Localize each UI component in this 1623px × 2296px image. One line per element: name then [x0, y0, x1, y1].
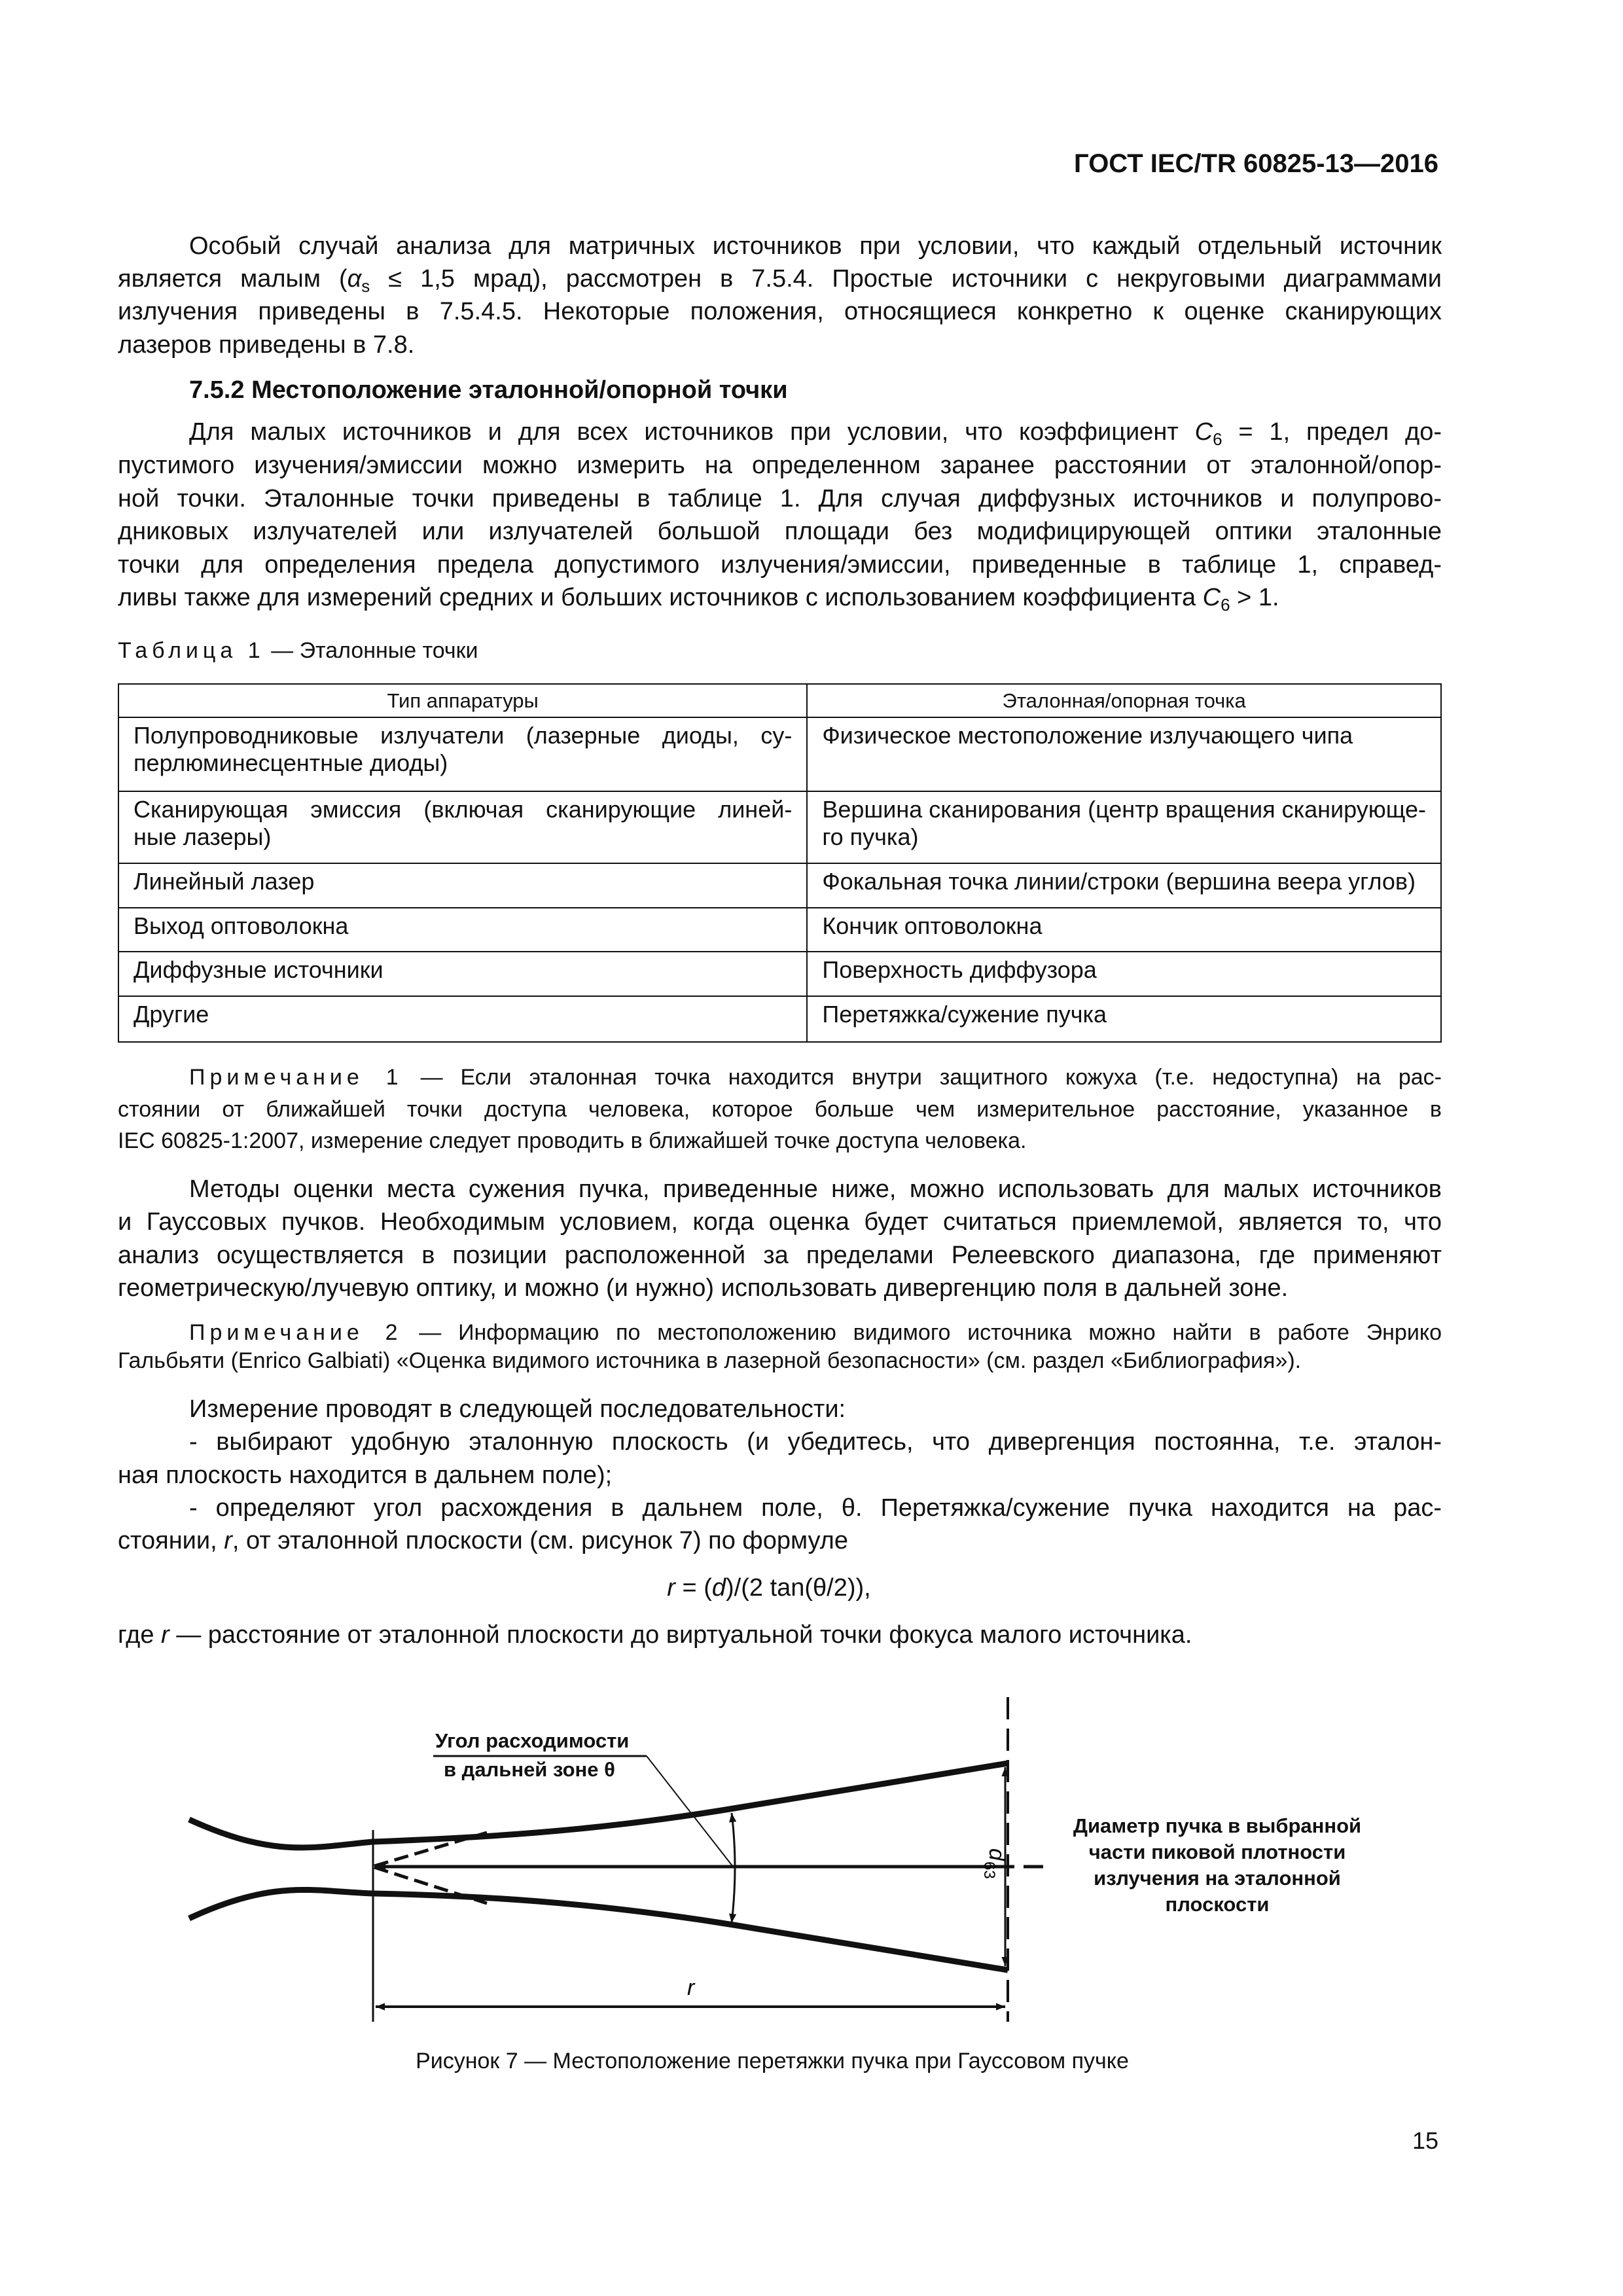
column-header: Тип аппаратуры — [118, 684, 807, 717]
label-line: части пиковой плотности — [1088, 1840, 1346, 1863]
note-2-line: Гальбьяти (Enrico Galbiati) «Оценка видимого источника в лазерной безопасности» (см. раздел «Библиография»). — [118, 1348, 1302, 1373]
table-caption-label: Таблица 1 — [118, 638, 265, 663]
paragraph-1-line: лазеров приведены в 7.8. — [118, 331, 415, 359]
label-line: Диаметр пучка в выбранной — [1073, 1814, 1362, 1837]
paragraph-1-line: излучения приведены в 7.5.4.5. Некоторые положения, относящиеся конкретно к оценке сканирующих — [118, 298, 1442, 325]
table-cell: Выход оптоволокна — [118, 908, 807, 952]
text-fragment: стоянии, — [118, 1527, 224, 1554]
note-1-line: IEC 60825-1:2007, измерение следует проводить в ближайшей точке доступа человека. — [118, 1128, 1027, 1153]
coefficient-symbol: C — [1194, 418, 1213, 446]
text-fragment: > 1. — [1230, 584, 1279, 611]
beam-diameter-label — [1060, 1813, 1374, 1918]
distance-label: r — [687, 1975, 695, 2000]
procedure-step-line: ная плоскость находится в дальнем поле); — [118, 1462, 613, 1489]
table-cell: Диффузные источники — [118, 952, 807, 996]
text-fragment: Для малых источников и для всех источников при условии, что коэффициент — [189, 418, 1195, 446]
paragraph-3-line: анализ осуществляется в позиции расположенной за пределами Релеевского диапазона, где применяют — [118, 1242, 1442, 1269]
table-cell: Другие — [118, 996, 807, 1042]
subscript: 6 — [1213, 429, 1222, 449]
subscript: 6 — [1221, 595, 1230, 615]
column-header: Эталонная/опорная точка — [807, 684, 1441, 717]
cell-line: ные лазеры) — [134, 823, 272, 850]
paragraph-3-line: и Гауссовых пучков. Необходимым условием, когда оценка будет считаться приемлемой, является то, что — [118, 1208, 1442, 1236]
cell-line: Физическое местоположение излучающего чипа — [822, 722, 1353, 749]
note-1-line: стоянии от ближайшей точки доступа человека, которое больше чем измерительное расстояние, указанное в — [118, 1097, 1442, 1122]
cell-line: перлюминесцентные диоды) — [134, 749, 448, 776]
document-header: ГОСТ IEC/TR 60825-13—2016 — [1074, 149, 1438, 178]
figure-caption: Рисунок 7 — Местоположение перетяжки пучка при Гауссовом пучке — [416, 2049, 1129, 2073]
label-line: плоскости — [1165, 1893, 1270, 1916]
table-caption-text: — Эталонные точки — [264, 638, 478, 663]
procedure-step-line: - выбирают удобную эталонную плоскость (и убедитесь, что дивергенция постоянна, т.е. эталон- — [189, 1428, 1442, 1456]
angle-label: в дальней зоне θ — [444, 1758, 615, 1781]
paragraph-3-line: Методы оценки места сужения пучка, приведенные ниже, можно использовать для малых источников — [189, 1175, 1442, 1203]
table-cell: Поверхность диффузора — [807, 952, 1441, 996]
text-fragment: — Информацию по местоположению видимого источника можно найти в работе Энрико — [402, 1320, 1442, 1345]
text-fragment: ливы также для измерений средних и больших источников с использованием коэффициента — [118, 584, 1203, 611]
text-fragment: ≤ 1,5 мрад), рассмотрен в 7.5.4. Простые источники с некруговыми диаграммами — [370, 265, 1442, 293]
cell-line: Вершина сканирования (центр вращения сканирующе- — [822, 796, 1426, 823]
section-heading: 7.5.2 Местоположение эталонной/опорной точки — [189, 376, 788, 404]
page-number: 15 — [1412, 2127, 1438, 2154]
diameter-subscript: 63 — [980, 1861, 998, 1879]
label-line: излучения на эталонной — [1094, 1867, 1341, 1890]
paragraph-3-line: геометрическую/лучевую оптику, и можно (и нужно) использовать дивергенцию поля в дальней зоне. — [118, 1274, 1289, 1302]
alpha-symbol: α — [347, 265, 362, 293]
text-fragment: , от эталонной плоскости (см. рисунок 7) по формуле — [232, 1527, 848, 1554]
table-cell: Перетяжка/сужение пучка — [807, 996, 1441, 1042]
cell-line: Полупроводниковые излучатели (лазерные диоды, су- — [134, 722, 793, 749]
beam-lower-edge — [189, 1890, 1008, 1970]
paragraph-2-line: точки для определения предела допустимого излучения/эмиссии, приведенные в таблице 1, справед- — [118, 551, 1442, 579]
procedure-intro: Измерение проводят в следующей последовательности: — [189, 1395, 846, 1423]
angle-label: Угол расходимости — [435, 1729, 630, 1752]
text-fragment: — Если эталонная точка находится внутри защитного кожуха (т.е. недоступна) на рас- — [402, 1065, 1442, 1090]
note-label: Примечание 1 — [189, 1065, 403, 1090]
variable-r: r — [224, 1527, 232, 1554]
text-fragment: является малым ( — [118, 265, 348, 293]
coefficient-symbol: C — [1202, 584, 1221, 611]
diameter-symbol: d — [984, 1848, 1009, 1861]
note-label: Примечание 2 — [189, 1320, 402, 1345]
cell-line: Сканирующая эмиссия (включая сканирующие линей- — [134, 796, 793, 823]
paragraph-1-line: Особый случай анализа для матричных источников при условии, что каждый отдельный источник — [189, 232, 1442, 260]
cell-line: го пучка) — [822, 823, 919, 850]
text-fragment: = ( — [675, 1574, 712, 1602]
paragraph-2-line: пустимого изучения/эмиссии можно измерить на определенном заранее расстоянии от эталонной/опор- — [118, 452, 1442, 479]
variable-d: d — [711, 1574, 726, 1602]
text-fragment: — расстояние от эталонной плоскости до виртуальной точки фокуса малого источника. — [169, 1621, 1192, 1649]
text-fragment: = 1, предел до- — [1222, 418, 1442, 446]
table-cell: Фокальная точка линии/строки (вершина веера углов) — [807, 863, 1441, 908]
variable-r: r — [667, 1574, 675, 1602]
text-fragment: )/(2 tan(θ/2)), — [726, 1574, 871, 1602]
table-cell: Кончик оптоволокна — [807, 908, 1441, 952]
subscript: s — [361, 276, 370, 296]
procedure-step-line: - определяют угол расхождения в дальнем поле, θ. Перетяжка/сужение пучка находится на рас- — [189, 1494, 1442, 1522]
text-fragment: где — [118, 1621, 162, 1649]
variable-r: r — [161, 1621, 169, 1649]
paragraph-2-line: ной точки. Эталонные точки приведены в таблице 1. Для случая диффузных источников и полупрово- — [118, 485, 1442, 512]
paragraph-2-line: дниковых излучателей или излучателей большой площади без модифицирующей оптики эталонные — [118, 518, 1442, 545]
table-cell: Линейный лазер — [118, 863, 807, 908]
